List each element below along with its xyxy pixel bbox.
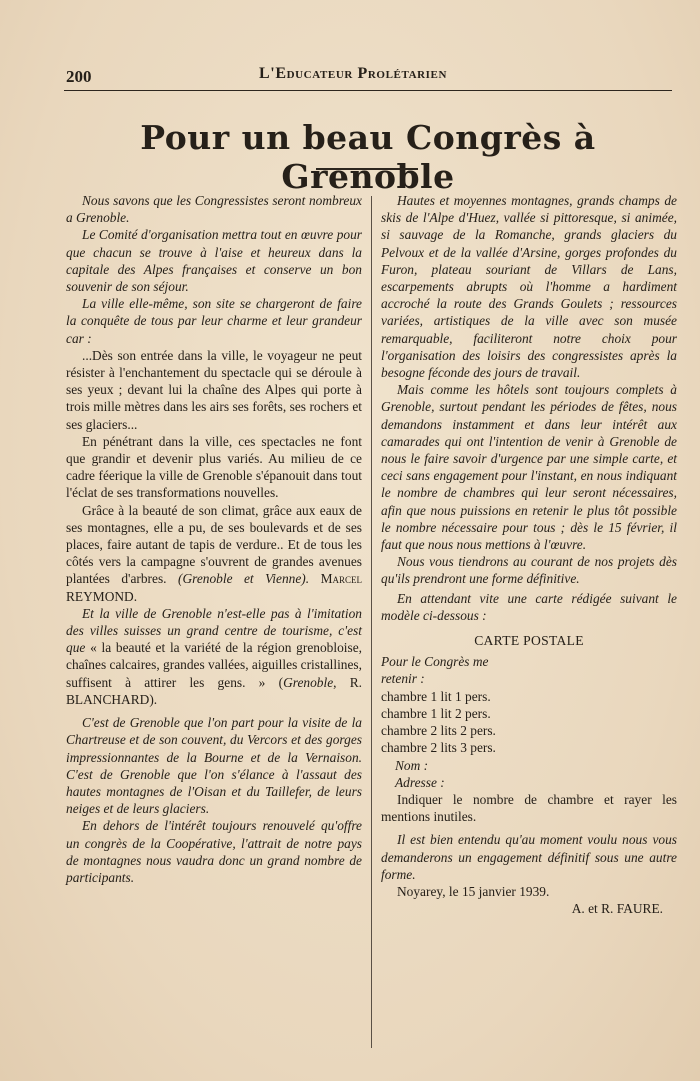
right-column — [381, 192, 677, 917]
card-intro: retenir : — [381, 671, 425, 687]
paragraph: En pénétrant dans la ville, ces spectacles ne font que grandir et devenir plus variés. Au milieu de ce cadre féerique la ville de Grenoble s'épanouit dans tout l'éclat de ses transformations nouvelles. — [66, 433, 362, 501]
room-option: chambre 1 lit 1 pers. — [381, 688, 491, 704]
paragraph: Mais comme les hôtels sont toujours complets à Grenoble, surtout pendant les périodes de fêtes, nous demandons instamment et dans leur intérêt aux camarades qui ont l'intention de venir à Grenoble de nous le faire savoir d'urgence par une simple carte, et ceci sans engagement pour l'instant, en nous indiquant le nombre de chambres qui leur seront nécessaires, afin que nous puissions en retenir le plus tôt possible le nombre nécessaire pour tous ; dès le 15 février, il faut que nous nous mettions à l'œuvre. — [381, 382, 677, 553]
author-name: , R. BLANCHARD). — [66, 674, 362, 707]
paragraph: Nous savons que les Congressistes seront nombreux a Grenoble. — [66, 193, 362, 226]
source-citation: (Grenoble et Vienne). — [177, 571, 310, 587]
paragraph: En attendant vite une carte rédigée suivant le modèle ci-dessous : — [381, 590, 677, 623]
paragraph: ...Dès son entrée dans la ville, le voyageur ne peut résister à l'enchantement du spectacle qui se déroule à ses yeux ; devant lui la chaîne des Alpes qui porte à trois mille mètres dans les airs ses forêts, ses rochers et ses glaciers... — [66, 347, 362, 432]
paragraph — [66, 502, 362, 605]
page-number: 200 — [66, 67, 92, 86]
paragraph — [66, 605, 362, 708]
left-column — [66, 192, 362, 886]
room-option: chambre 1 lit 2 pers. — [381, 705, 491, 721]
card-title: CARTE POSTALE — [474, 633, 584, 649]
journal-title: L'Educateur Prolétarien — [259, 65, 448, 82]
paragraph-text: Grâce à la beauté de son climat, grâce aux eaux de ses montagnes, elle a pu, de ses boulevards et de ses places, faire autant de tapis de verdure.. Et de tous les côtés vers la campagne s'ouvrent de grandes avenues plantées d'arbres. — [66, 502, 362, 587]
page-header — [64, 64, 672, 91]
card-name-field: Nom : — [395, 757, 429, 773]
title-underline — [316, 168, 418, 170]
room-option: chambre 2 lits 2 pers. — [381, 723, 496, 739]
paragraph: Indiquer le nombre de chambre et rayer les mentions inutiles. — [381, 791, 677, 825]
paragraph: Il est bien entendu qu'au moment voulu nous vous demanderons un engagement définitif sous une autre forme. — [381, 832, 677, 882]
quote-text: « la beauté et la variété de la région grenobloise, chaînes calcaires, grandes vallées, aiguilles cristallines, suffisent à attirer les gens. » ( — [66, 640, 362, 690]
room-option: chambre 2 lits 3 pers. — [381, 740, 496, 756]
paragraph-text: Et la ville de Grenoble n'est-elle pas à l'imitation des villes suisses un grand centre de tourisme, c'est que — [66, 605, 362, 656]
paragraph: Le Comité d'organisation mettra tout en œuvre pour que chacun se trouve à l'aise et heureux dans la capitale des Alpes françaises et conserve un bon souvenir de son séjour. — [66, 227, 362, 295]
card-intro: Pour le Congrès me — [381, 654, 489, 670]
paragraph: Nous vous tiendrons au courant de nos projets dès qu'ils prendront une forme définitive. — [381, 554, 677, 587]
signature: A. et R. FAURE. — [571, 901, 663, 917]
paragraph: Hautes et moyennes montagnes, grands champs de skis de l'Alpe d'Huez, vallée si pittoresque, si animée, si sauvage de la Romanche, grands glaciers du Pelvoux et de la vallée d'Arsine, gorges profondes du Furon, plateau souriant de Villars de Lans, escarpements abrupts où l'homme a hardiment accroché la route des Grands Goulets ; ressources variées, artistiques de la ville avec son musée remarquable, faciliteront notre choix pour l'organisation des loisirs des congressistes après la besogne féconde des jours de travail. — [381, 193, 677, 381]
paragraph: C'est de Grenoble que l'on part pour la visite de la Chartreuse et de son couvent, du Vercors et des gorges impressionnantes de la Bourne et de la Vernaison. C'est de Grenoble que l'on s'élance à l'assaut des hautes montagnes de l'Oisan et du Taillefer, de leurs neiges et de leurs glaciers. — [66, 715, 362, 817]
paragraph: La ville elle-même, son site se chargeront de faire la conquête de tous par leur charme et leur grandeur car : — [66, 296, 362, 346]
column-divider — [371, 196, 372, 1048]
place-date: Noyarey, le 15 janvier 1939. — [397, 883, 550, 899]
source-citation: Grenoble — [283, 674, 334, 690]
author-name: Marcel REYMOND. — [66, 571, 362, 604]
card-address-field: Adresse : — [395, 774, 445, 790]
paragraph: En dehors de l'intérêt toujours renouvelé qu'offre un congrès de la Coopérative, l'attrait de notre pays de montagnes nous vaudra donc un grand nombre de participants. — [66, 818, 362, 885]
article-title: Pour un beau Congrès à Grenoble — [140, 118, 596, 196]
